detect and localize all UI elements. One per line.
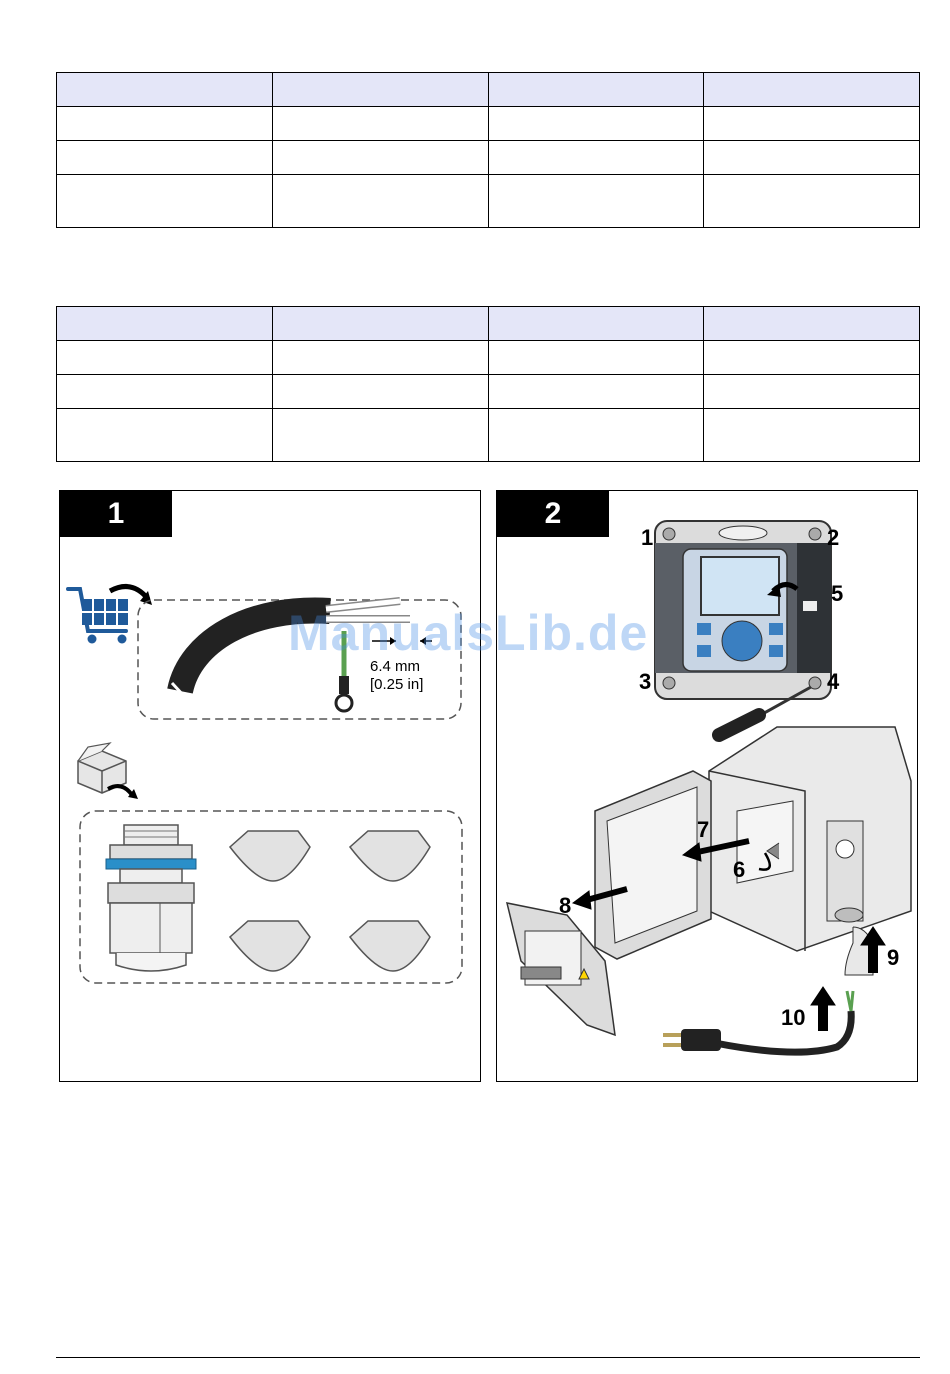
table-header-row xyxy=(57,73,920,107)
table-cell xyxy=(272,375,488,409)
table-row xyxy=(57,409,920,462)
figure-1-illustration xyxy=(60,491,481,1082)
table-cell xyxy=(57,375,273,409)
spec-table-1 xyxy=(56,72,920,228)
callout-1: 1 xyxy=(641,525,654,550)
table-cell xyxy=(57,409,273,462)
callout-5: 5 xyxy=(831,581,844,606)
step-number-badge: 2 xyxy=(497,491,609,537)
box-icon xyxy=(78,743,138,799)
figure-2-illustration xyxy=(497,491,918,1082)
table-row xyxy=(57,375,920,409)
table-cell xyxy=(488,375,704,409)
table-cell xyxy=(57,341,273,375)
table-cell xyxy=(704,409,920,462)
callout-7: 7 xyxy=(697,817,710,842)
dimension-mm-label: 6.4 mm xyxy=(370,658,421,675)
callout-8: 8 xyxy=(559,893,572,918)
table-cell xyxy=(488,141,704,175)
callout-6: 6 xyxy=(733,857,746,882)
figure-step-1 xyxy=(59,490,481,1082)
sealing-plug-drawing xyxy=(230,831,430,971)
table-header-cell xyxy=(488,307,704,341)
table-row xyxy=(57,141,920,175)
table-header-cell xyxy=(272,73,488,107)
table-header-cell xyxy=(57,73,273,107)
table-cell xyxy=(488,409,704,462)
table-cell xyxy=(272,341,488,375)
table-header-row xyxy=(57,307,920,341)
callout-4: 4 xyxy=(827,669,840,694)
table-row xyxy=(57,175,920,228)
cable-gland-drawing xyxy=(106,825,196,971)
controller-front-drawing xyxy=(655,521,831,699)
table-cell xyxy=(57,175,273,228)
table-cell xyxy=(704,375,920,409)
spec-table-2 xyxy=(56,306,920,462)
table-row xyxy=(57,341,920,375)
table-header-cell xyxy=(488,73,704,107)
table-cell xyxy=(704,107,920,141)
watermark: ManualsLib.de xyxy=(288,605,649,661)
table-cell xyxy=(57,141,273,175)
footer-divider xyxy=(56,1357,920,1358)
step-number-badge: 1 xyxy=(60,491,172,537)
callout-3: 3 xyxy=(639,669,652,694)
table-cell xyxy=(57,107,273,141)
table-header-cell xyxy=(704,307,920,341)
table-header-cell xyxy=(272,307,488,341)
shopping-cart-icon xyxy=(68,587,152,644)
table-cell xyxy=(704,175,920,228)
table-cell xyxy=(272,409,488,462)
open-enclosure-drawing xyxy=(507,727,911,1035)
table-cell xyxy=(704,341,920,375)
callout-10: 10 xyxy=(781,1005,806,1030)
table-header-cell xyxy=(57,307,273,341)
table-row xyxy=(57,107,920,141)
callout-2: 2 xyxy=(827,525,840,550)
table-header-cell xyxy=(704,73,920,107)
dimension-in-label: [0.25 in] xyxy=(370,676,424,693)
callout-9: 9 xyxy=(887,945,900,970)
table-cell xyxy=(272,107,488,141)
table-cell xyxy=(488,175,704,228)
figure-step-2 xyxy=(496,490,918,1082)
table-cell xyxy=(488,341,704,375)
table-cell xyxy=(272,175,488,228)
table-cell xyxy=(704,141,920,175)
table-cell xyxy=(272,141,488,175)
table-cell xyxy=(488,107,704,141)
